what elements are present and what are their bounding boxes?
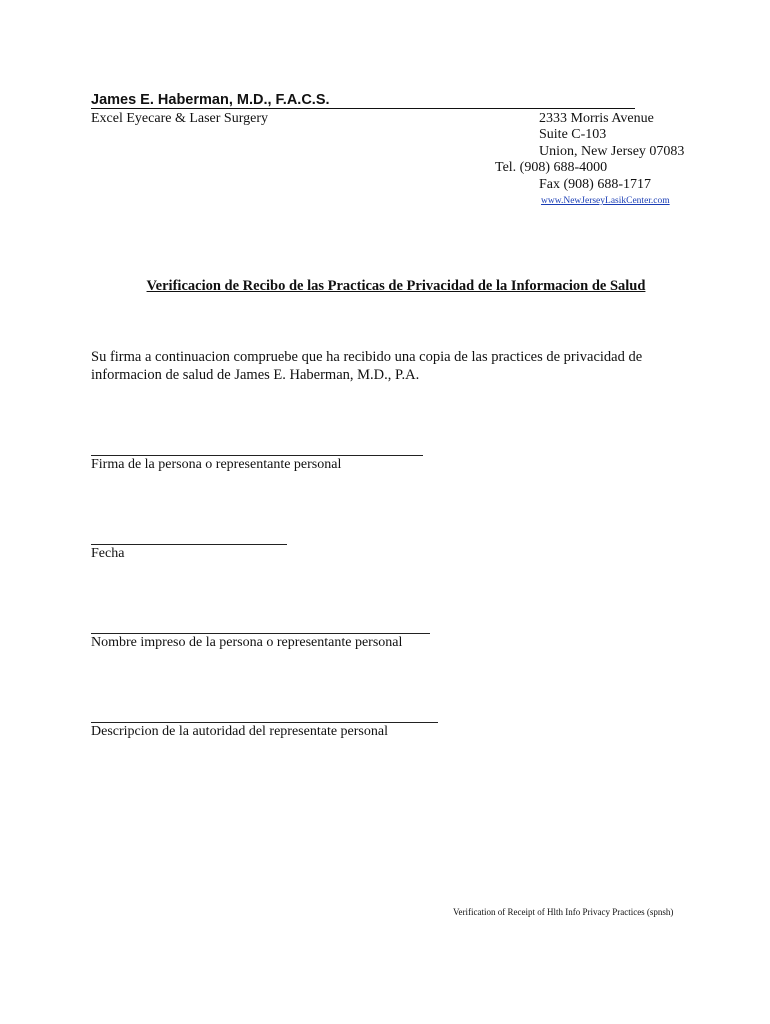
date-line[interactable] — [91, 544, 287, 545]
authority-description-label: Descripcion de la autoridad del representate personal — [91, 724, 388, 739]
body-paragraph: Su firma a continuacion compruebe que ha recibido una copia de las practices de privacidad de informacion de salud de James E. Haberman, M.D., P.A. — [91, 349, 643, 383]
telephone: Tel. (908) 688-4000 — [495, 160, 608, 175]
date-label: Fecha — [91, 546, 125, 561]
doctor-name: James E. Haberman, M.D., F.A.C.S. — [91, 92, 330, 108]
printed-name-label: Nombre impreso de la persona o representante personal — [91, 635, 403, 650]
signature-line[interactable] — [91, 455, 423, 456]
document-title: Verificacion de Recibo de las Practicas de Privacidad de la Informacion de Salud — [146, 278, 646, 294]
header-rule — [91, 108, 635, 109]
footer-note: Verification of Receipt of Hlth Info Privacy Practices (spnsh) — [453, 907, 674, 917]
printed-name-line[interactable] — [91, 633, 430, 634]
fax-number: Fax (908) 688-1717 — [539, 177, 651, 192]
website-link[interactable]: www.NewJerseyLasikCenter.com — [541, 196, 670, 206]
practice-name: Excel Eyecare & Laser Surgery — [91, 111, 268, 126]
authority-description-line[interactable] — [91, 722, 438, 723]
address-city: Union, New Jersey 07083 — [539, 144, 685, 159]
signature-label: Firma de la persona o representante personal — [91, 457, 342, 472]
address-suite: Suite C-103 — [539, 127, 607, 142]
address-street: 2333 Morris Avenue — [539, 111, 654, 126]
